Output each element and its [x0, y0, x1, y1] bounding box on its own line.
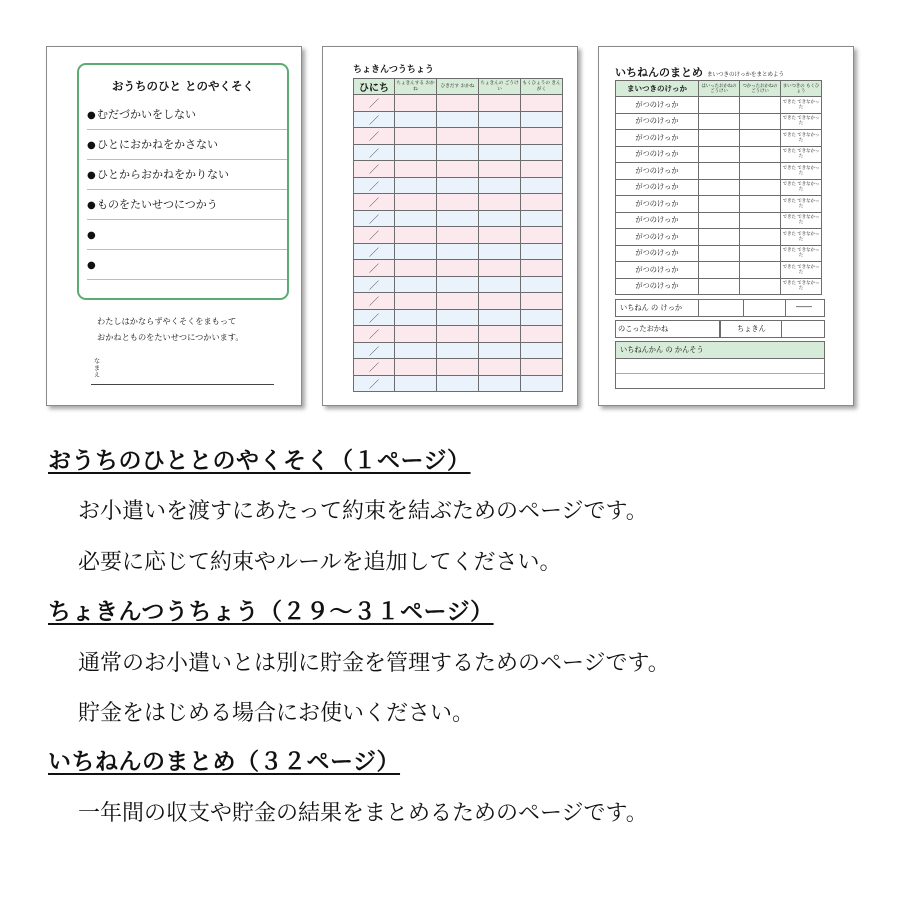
table-row [616, 130, 822, 147]
cell-divider [743, 300, 744, 316]
achievement-cell: できた できなかった [781, 196, 822, 213]
table-row [354, 359, 563, 376]
promise-title: おうちのひと とのやくそく [111, 79, 254, 93]
table-cell [437, 326, 479, 343]
table-cell [521, 276, 563, 293]
bullet: ● [87, 140, 96, 151]
table-cell [437, 128, 479, 145]
table-cell [699, 229, 740, 246]
header-date: ひにち [354, 79, 395, 95]
table-cell [479, 227, 521, 244]
table-cell [740, 146, 781, 163]
year-result-dash: ―― [796, 302, 812, 311]
achievement-cell: できた できなかった [781, 146, 822, 163]
table-cell [395, 359, 437, 376]
table-cell [521, 243, 563, 260]
achievement-cell: できた できなかった [781, 212, 822, 229]
month-result-cell: がつのけっか [616, 146, 699, 163]
rule-text: ものをたいせつにつかう [97, 198, 218, 211]
rule-text: ひとからおかねをかりない [97, 168, 229, 181]
table-cell [740, 278, 781, 295]
date-cell: ／ [354, 243, 395, 260]
date-cell: ／ [354, 359, 395, 376]
table-cell [740, 130, 781, 147]
achievement-cell: できた できなかった [781, 179, 822, 196]
table-cell [395, 243, 437, 260]
impressions-line [616, 373, 824, 374]
table-cell [437, 243, 479, 260]
table-row [354, 375, 563, 392]
table-cell [699, 245, 740, 262]
table-cell [437, 342, 479, 359]
table-row [616, 97, 822, 114]
leftover-label: のこったおかね [618, 324, 669, 333]
date-cell: ／ [354, 309, 395, 326]
date-cell: ／ [354, 293, 395, 310]
table-row [354, 161, 563, 178]
section-text: 必要に応じて約束やルールを追加してください。 [78, 550, 562, 575]
table-row [354, 309, 563, 326]
achievement-cell: できた できなかった [781, 113, 822, 130]
table-cell [479, 276, 521, 293]
table-cell [437, 359, 479, 376]
table-row [354, 177, 563, 194]
month-result-cell: がつのけっか [616, 130, 699, 147]
table-cell [395, 194, 437, 211]
header-withdraw: ひきだす おかね [437, 79, 479, 95]
table-cell [740, 212, 781, 229]
section-text: 通常のお小遣いとは別に貯金を管理するためのページです。 [78, 651, 670, 676]
table-cell [521, 95, 563, 112]
savings-rows [354, 95, 563, 392]
year-result-label: いちねん の けっか [620, 303, 683, 312]
table-cell [521, 111, 563, 128]
savings-title: ちょきんつうちょう [353, 65, 434, 75]
table-cell [437, 309, 479, 326]
table-row [354, 111, 563, 128]
table-cell [479, 161, 521, 178]
header-monthly-goal: まいつきの もくひょう [781, 81, 822, 97]
table-cell [699, 196, 740, 213]
section-text: お小遣いを渡すにあたって約束を結ぶためのページです。 [78, 499, 648, 524]
summary-table [615, 80, 822, 295]
table-cell [395, 128, 437, 145]
table-cell [437, 177, 479, 194]
section-heading-savings: ちょきんつうちょう（２９～３１ページ） [48, 599, 494, 625]
table-cell [740, 163, 781, 180]
table-cell [479, 260, 521, 277]
summary-title-text: いちねんのまとめ [615, 66, 703, 79]
table-row [354, 210, 563, 227]
table-row [354, 293, 563, 310]
table-cell [521, 227, 563, 244]
month-result-cell: がつのけっか [616, 97, 699, 114]
month-result-cell: がつのけっか [616, 179, 699, 196]
page-thumbnail-summary [598, 46, 854, 406]
table-row [616, 146, 822, 163]
section-heading-promise: おうちのひととのやくそく（１ページ） [48, 448, 471, 474]
pledge-line-1: わたしはかならずやくそくをまもって [97, 316, 237, 326]
date-cell: ／ [354, 194, 395, 211]
table-cell [699, 97, 740, 114]
achievement-cell: できた できなかった [781, 130, 822, 147]
date-cell: ／ [354, 342, 395, 359]
table-row [616, 245, 822, 262]
table-row [354, 128, 563, 145]
rule-row [87, 195, 287, 220]
year-result-row [615, 299, 825, 317]
table-cell [699, 146, 740, 163]
table-cell [740, 196, 781, 213]
page-thumbnail-promise [46, 46, 302, 406]
achievement-cell: できた できなかった [781, 97, 822, 114]
rule-row [87, 255, 287, 280]
achievement-cell: できた できなかった [781, 163, 822, 180]
savings-label: ちょきん [737, 324, 766, 333]
impressions-label: いちねんかん の かんそう [616, 342, 824, 359]
table-cell [437, 260, 479, 277]
date-cell: ／ [354, 276, 395, 293]
table-cell [479, 111, 521, 128]
table-row [616, 196, 822, 213]
table-row [616, 212, 822, 229]
month-result-cell: がつのけっか [616, 212, 699, 229]
table-row [354, 144, 563, 161]
table-cell [699, 278, 740, 295]
table-cell [437, 227, 479, 244]
table-row [354, 194, 563, 211]
table-cell [437, 95, 479, 112]
section-text: 貯金をはじめる場合にお使いください。 [78, 701, 475, 726]
table-cell [395, 95, 437, 112]
table-cell [479, 194, 521, 211]
cell-divider [781, 321, 782, 337]
table-cell [699, 163, 740, 180]
table-cell [521, 326, 563, 343]
month-result-cell: がつのけっか [616, 196, 699, 213]
table-cell [395, 161, 437, 178]
table-cell [521, 210, 563, 227]
date-cell: ／ [354, 227, 395, 244]
section-heading-summary: いちねんのまとめ（３２ページ） [48, 749, 401, 775]
date-cell: ／ [354, 128, 395, 145]
month-result-cell: がつのけっか [616, 163, 699, 180]
table-cell [740, 229, 781, 246]
name-line [91, 384, 274, 385]
table-cell [740, 245, 781, 262]
bullet: ● [87, 200, 96, 211]
achievement-cell: できた できなかった [781, 278, 822, 295]
rule-row [87, 165, 287, 190]
table-cell [479, 359, 521, 376]
table-cell [395, 111, 437, 128]
header-monthly-result: まいつきのけっか [616, 81, 699, 97]
name-label: なまえ [94, 358, 101, 379]
table-cell [395, 342, 437, 359]
impressions-box [615, 341, 825, 389]
table-cell [479, 95, 521, 112]
header-total: ちょきんの ごうけい [479, 79, 521, 95]
table-cell [395, 177, 437, 194]
table-row [354, 95, 563, 112]
leftover-row [615, 320, 720, 338]
table-cell [437, 111, 479, 128]
table-cell [395, 375, 437, 392]
table-cell [479, 210, 521, 227]
table-cell [699, 262, 740, 279]
table-cell [395, 260, 437, 277]
table-cell [521, 309, 563, 326]
table-cell [479, 144, 521, 161]
table-cell [740, 262, 781, 279]
table-row [354, 326, 563, 343]
month-result-cell: がつのけっか [616, 113, 699, 130]
savings-table [353, 78, 563, 392]
table-cell [521, 260, 563, 277]
table-cell [479, 177, 521, 194]
table-row [616, 229, 822, 246]
table-cell [479, 243, 521, 260]
summary-subtitle: まいつきのけっかをまとめよう [707, 72, 785, 78]
header-goal: もくひょうの きんがく [521, 79, 563, 95]
savings-row [720, 320, 825, 338]
table-cell [699, 113, 740, 130]
table-cell [437, 293, 479, 310]
table-cell [437, 194, 479, 211]
achievement-cell: できた できなかった [781, 262, 822, 279]
header-income-total: はいったおかねの ごうけい [699, 81, 740, 97]
table-cell [740, 179, 781, 196]
header-deposit: ちょきんする おかね [395, 79, 437, 95]
table-cell [521, 177, 563, 194]
table-cell [479, 375, 521, 392]
cell-divider [785, 300, 786, 316]
date-cell: ／ [354, 326, 395, 343]
table-cell [521, 375, 563, 392]
promise-box [77, 63, 289, 300]
table-cell [521, 128, 563, 145]
pledge-line-2: おかねとものをたいせつにつかいます。 [97, 332, 244, 342]
table-row [354, 342, 563, 359]
date-cell: ／ [354, 161, 395, 178]
table-row [354, 227, 563, 244]
rule-row [87, 225, 287, 250]
date-cell: ／ [354, 144, 395, 161]
table-cell [479, 326, 521, 343]
table-row [616, 262, 822, 279]
rule-text: ひとにおかねをかさない [97, 138, 218, 151]
table-cell [437, 276, 479, 293]
header-spent-total: つかったおかねの ごうけい [740, 81, 781, 97]
rule-row [87, 135, 287, 160]
table-cell [521, 359, 563, 376]
section-text: 一年間の収支や貯金の結果をまとめるためのページです。 [78, 801, 648, 826]
table-cell [395, 144, 437, 161]
table-cell [521, 144, 563, 161]
table-row [616, 278, 822, 295]
bullet: ● [87, 260, 96, 271]
table-cell [521, 194, 563, 211]
table-row [616, 179, 822, 196]
achievement-cell: できた できなかった [781, 229, 822, 246]
month-result-cell: がつのけっか [616, 229, 699, 246]
page-thumbnail-savings [322, 46, 578, 406]
table-cell [521, 293, 563, 310]
table-cell [395, 276, 437, 293]
table-cell [395, 326, 437, 343]
month-result-cell: がつのけっか [616, 245, 699, 262]
table-cell [699, 130, 740, 147]
table-row [354, 243, 563, 260]
date-cell: ／ [354, 375, 395, 392]
table-cell [437, 375, 479, 392]
bullet: ● [87, 230, 96, 241]
table-row [354, 276, 563, 293]
table-cell [521, 342, 563, 359]
table-cell [521, 161, 563, 178]
table-cell [395, 293, 437, 310]
bullet: ● [87, 170, 96, 181]
table-cell [479, 342, 521, 359]
table-cell [395, 309, 437, 326]
table-cell [479, 128, 521, 145]
table-cell [395, 210, 437, 227]
date-cell: ／ [354, 177, 395, 194]
cell-divider [698, 300, 699, 316]
table-cell [437, 144, 479, 161]
table-cell [437, 161, 479, 178]
bullet: ● [87, 110, 96, 121]
table-cell [479, 309, 521, 326]
table-row [616, 163, 822, 180]
month-result-cell: がつのけっか [616, 262, 699, 279]
date-cell: ／ [354, 260, 395, 277]
table-cell [699, 179, 740, 196]
date-cell: ／ [354, 111, 395, 128]
date-cell: ／ [354, 95, 395, 112]
month-result-cell: がつのけっか [616, 278, 699, 295]
table-cell [740, 113, 781, 130]
table-cell [437, 210, 479, 227]
date-cell: ／ [354, 210, 395, 227]
table-row [354, 260, 563, 277]
summary-title [615, 64, 784, 80]
table-cell [740, 97, 781, 114]
table-row [616, 113, 822, 130]
rule-text: むだづかいをしない [97, 108, 196, 121]
summary-rows [616, 97, 822, 295]
rule-row [87, 105, 287, 130]
table-cell [479, 293, 521, 310]
table-cell [395, 227, 437, 244]
achievement-cell: できた できなかった [781, 245, 822, 262]
table-cell [699, 212, 740, 229]
